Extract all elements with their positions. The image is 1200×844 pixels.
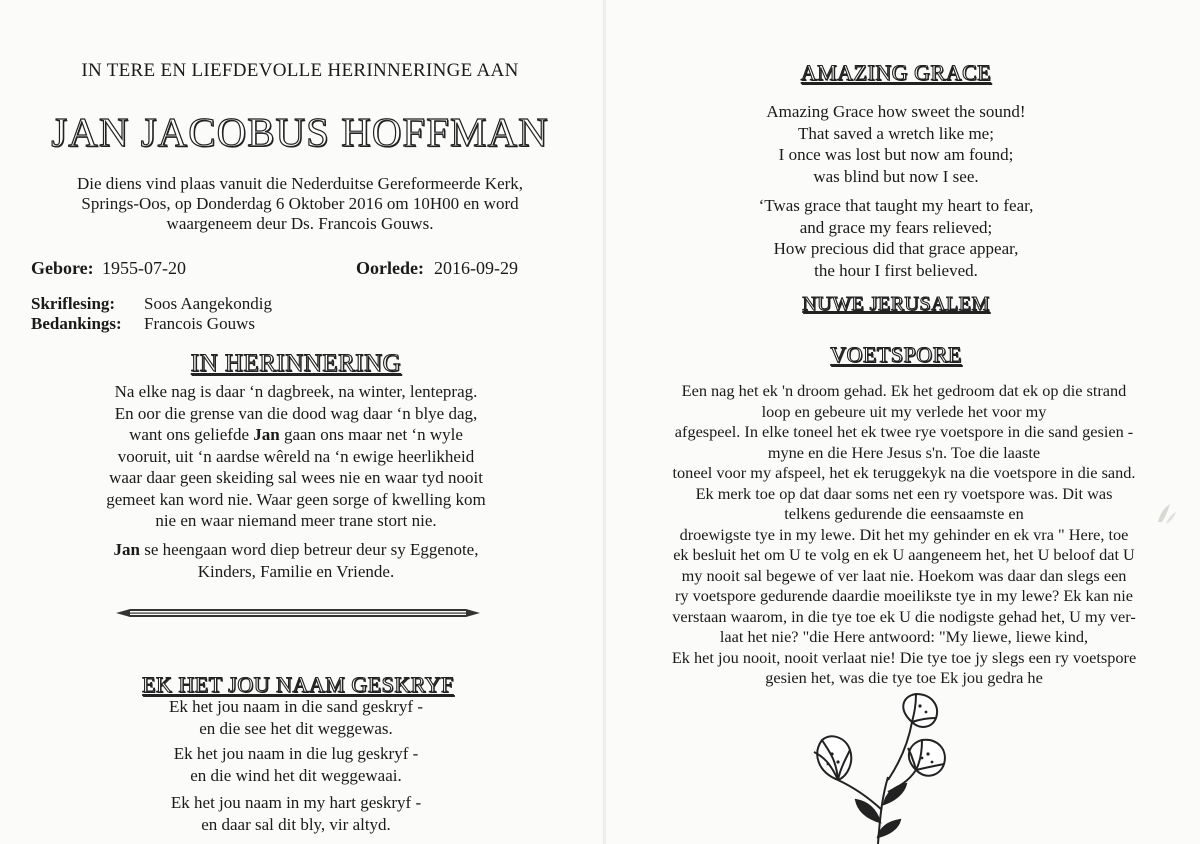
born-date: 1955-07-20: [102, 258, 186, 278]
mourning-line: Kinders, Familie en Vriende.: [197, 561, 395, 581]
poem-line: gemeet kan word nie. Waar geen sorge of kwelling kom: [106, 489, 486, 509]
jerusalem-heading: NUWE JERUSALEM: [802, 293, 990, 315]
lily-illustration-icon: [808, 692, 958, 844]
naam-stanza: [0, 743, 592, 786]
voetspore-line: Ek het jou nooit, nooit verlaat nie! Die tye toe jy slegs een ry voetspore: [671, 647, 1137, 667]
voetspore-heading: VOETSPORE: [830, 342, 962, 367]
voetspore-line: ek besluit het om U te volg en ek U aangeneem het, het U beloof dat U: [673, 545, 1135, 564]
naam-stanza: [0, 792, 592, 835]
poem-line-end: gaan ons maar net ‘n wyle: [279, 425, 463, 444]
service-details: [0, 174, 600, 234]
voetspore-line: droewigste tye in my lewe. Dit het my gehinder en ek vra " Here, toe: [679, 524, 1129, 544]
voetspore-line: verstaan waarom, in die tye toe ek U die nodigste gehad het, U my ver-: [672, 606, 1136, 626]
poem-line: En oor die grense van die dood wag daar ‘n blye dag,: [114, 403, 478, 423]
voetspore-line: afgespeel. In elke toneel het ek twee rye voetspore in die sand gesien -: [674, 422, 1134, 441]
poem-line: en die see het dit weggewas.: [199, 718, 393, 738]
poem-name: Jan: [253, 425, 280, 444]
mourning-line: [0, 539, 592, 561]
reading-value: Soos Aangekondig: [144, 294, 272, 313]
service-line: waargeneem deur Ds. Francois Gouws.: [166, 214, 434, 233]
voetspore-text: [608, 381, 1200, 689]
born-label: Gebore:: [31, 258, 94, 278]
voetspore-line: myne en die Here Jesus s'n. Toe die laaste: [767, 442, 1041, 462]
grace-stanza: [608, 195, 1184, 281]
poem-line: Ek het jou naam in die lug geskryf -: [173, 744, 419, 763]
naam-heading: EK HET JOU NAAM GESKRYF: [142, 672, 454, 697]
voetspore-line: Ek merk toe op dat daar soms net een ry voetspore was. Dit was: [695, 483, 1113, 503]
poem-line: en daar sal dit bly, vir altyd.: [201, 814, 391, 834]
voetspore-line: gesien het, was die tye toe Ek jou gedra he: [765, 668, 1043, 687]
poem-line: vooruit, uit ‘n aardse wêreld na ‘n ewige heerlikheid: [117, 446, 475, 466]
died-label: Oorlede:: [356, 258, 424, 278]
voetspore-line: toneel voor my afspeel, het ek teruggekyk na die voetspore in die sand.: [672, 463, 1136, 482]
voetspore-line: Een nag het ek 'n droom gehad. Ek het gedroom dat ek op die strand: [681, 381, 1127, 400]
voetspore-line: my nooit sal begewe of ver laat nie. Hoekom was daar dan slegs een: [681, 565, 1127, 585]
grace-heading: AMAZING GRACE: [800, 60, 992, 85]
poem-line: Na elke nag is daar ‘n dagbreek, na winter, lenteprag.: [114, 382, 478, 401]
poem-line: That saved a wretch like me;: [798, 123, 994, 143]
ornamental-divider: [116, 606, 480, 620]
paper-smudge-icon: [1154, 500, 1178, 526]
thanks-value: Francois Gouws: [144, 314, 255, 333]
mourning-line-rest: se heengaan word diep betreur deur sy Eggenote,: [140, 540, 479, 559]
memory-heading: IN HERINNERING: [190, 350, 402, 377]
poem-line: ‘Twas grace that taught my heart to fear,: [758, 196, 1034, 215]
poem-line-start: want ons geliefde: [129, 425, 254, 444]
poem-line: [0, 424, 592, 446]
naam-stanza: [0, 696, 592, 739]
poem-line: Ek het jou naam in my hart geskryf -: [170, 793, 422, 812]
memory-poem: [0, 381, 592, 532]
voetspore-line: loop en gebeure uit my verlede het voor my: [761, 401, 1047, 421]
intro-line: IN TERE EN LIEFDEVOLLE HERINNERINGE AAN: [81, 60, 519, 81]
voetspore-line: laat het nie? "die Here antwoord: "My liewe, liewe kind,: [719, 627, 1089, 646]
poem-line: and grace my fears relieved;: [799, 217, 993, 237]
poem-line: was blind but now I see.: [813, 166, 979, 186]
grace-stanza: [608, 101, 1184, 187]
died-date: 2016-09-29: [434, 258, 518, 278]
poem-line: nie en waar niemand meer trane stort nie.: [155, 511, 437, 530]
poem-line: waar daar geen skeiding sal wees nie en waar tyd nooit: [109, 468, 483, 487]
voetspore-line: telkens gedurende die eensaamste en: [784, 504, 1024, 523]
poem-line: en die wind het dit weggewaai.: [190, 765, 402, 785]
reading-label: Skriflesing:: [31, 294, 116, 313]
poem-line: How precious did that grace appear,: [773, 239, 1019, 258]
page-fold: [603, 0, 606, 844]
service-line: Die diens vind plaas vanuit die Nederduitse Gereformeerde Kerk,: [76, 174, 524, 193]
poem-line: the hour I first believed.: [814, 260, 978, 280]
poem-line: Amazing Grace how sweet the sound!: [766, 102, 1026, 121]
deceased-name: JAN JACOBUS HOFFMAN: [51, 109, 549, 155]
thanks-label: Bedankings:: [31, 314, 122, 333]
mourning-text: [0, 539, 592, 582]
mourning-name: Jan: [113, 540, 140, 559]
service-line: Springs-Oos, op Donderdag 6 Oktober 2016 om 10H00 en word: [81, 194, 519, 213]
poem-line: I once was lost but now am found;: [778, 145, 1014, 164]
voetspore-line: ry voetspore gedurende daardie moeilikste tye in my lewe? Ek kan nie: [675, 586, 1133, 605]
poem-line: Ek het jou naam in die sand geskryf -: [169, 697, 423, 716]
